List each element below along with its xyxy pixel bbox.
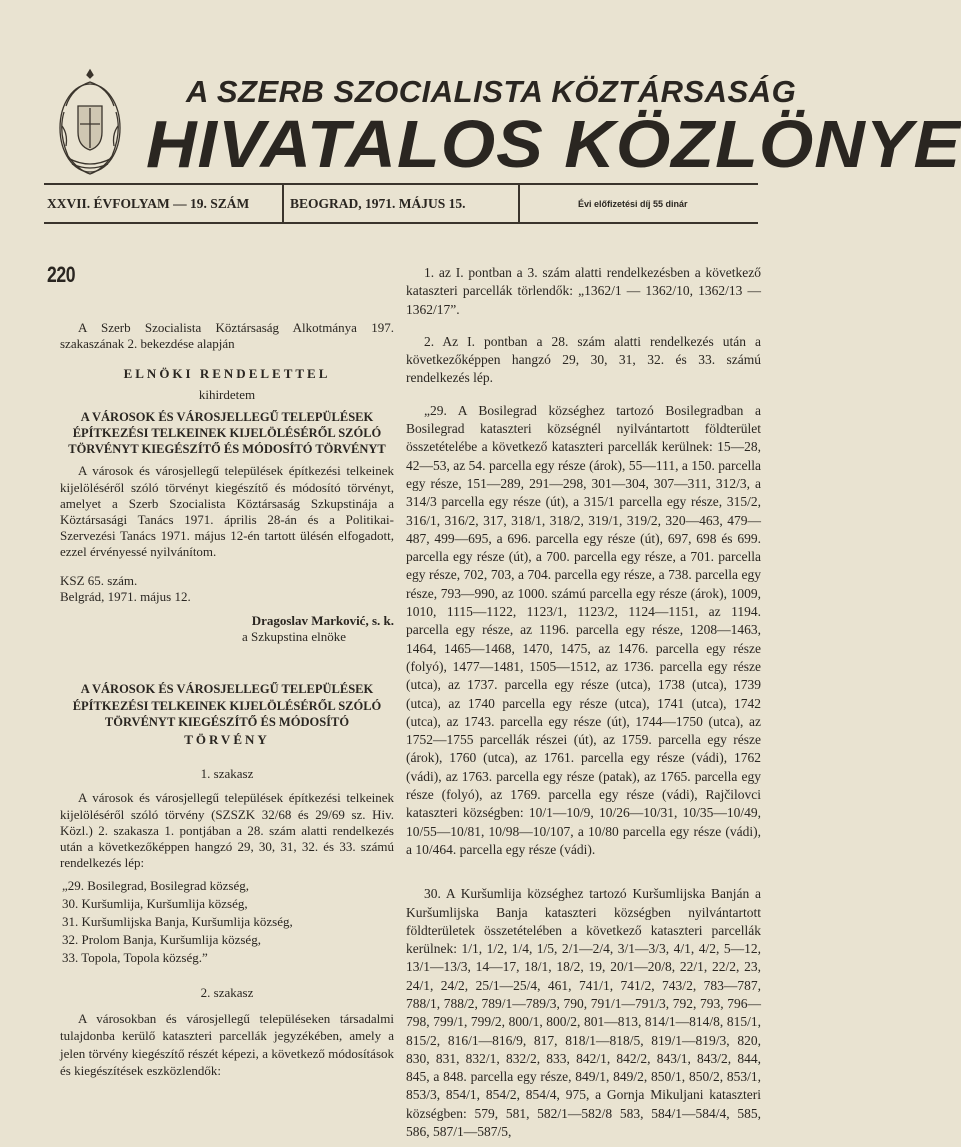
masthead-title: HIVATALOS KÖZLÖNYE [146,106,961,182]
header-divider-2 [518,185,520,222]
volume-info: XXVII. ÉVFOLYAM — 19. SZÁM [47,196,250,211]
section2-heading: 2. szakasz [200,985,254,1001]
promulgation-text: A városok és városjellegű települések építkezési telkeinek kijelöléséről szóló törvényt kiegészítő és módosító törvényt, amelyet a Szerb Szocialista Köztársaság Szkupstinája a Köztársasági Tanács 1971. április 28-án és a Politikai-Szervezési Tanács 1971. május 12-én tartott ülésén elfogadott, ezzel érvényessé nyilvánítom. [60,463,394,560]
signer-name: Dragoslav Marković, s. k. [251,613,394,629]
section1-heading: 1. szakasz [200,766,254,782]
header-divider-1 [282,185,284,222]
intro-text: A Szerb Szocialista Köztársaság Alkotmánya 197. szakaszának 2. bekezdése alapján [60,320,394,352]
list-item: 32. Prolom Banja, Kuršumlija község, [62,932,261,948]
header-bottom-rule [44,222,758,224]
subscription-info: Évi előfizetési díj 55 dinár [578,199,688,209]
right-para-2: 2. Az I. pontban a 28. szám alatti rendelkezés után a következőképpen hangzó 29, 30, 31, 32. és 33. számú rendelkezés lép. [406,333,761,386]
coat-of-arms-emblem [52,66,128,182]
place-date-left: Belgrád, 1971. május 12. [60,588,191,604]
right-para-4: 30. A Kuršumlija községhez tartozó Kuršumlijska Banján a Kuršumlijska Banja kataszteri községben nyilvántartott földterületek összetételében a következő kataszteri parcellák kerülnek: 1/1, 1/2, 1/4, 1/5, 2/1—2/4, 3/1—3/3, 4/1, 4/2, 5—12, 13/1—13/3, 14—17, 18/1, 18/2, 19, 20/1—20/8, 22/1, 22/2, 23, 24/1, 24/2, 25/1—25/4, 461, 741/1, 741/2, 743/2, 783—787, 788/1, 788/2, 789/1—789/3, 790, 791/1—791/3, 792, 793, 796—798, 799/1, 799/2, 800/1, 800/2, 801—813, 814/1—814/8, 815/1, 815/2, 816/1—816/9, 817, 818/1—818/5, 819/1—819/3, 820, 830, 831, 832/1, 832/2, 833, 842/1, 842/2, 843/1, 843/2, 844, 845, a 848. parcella egy része, 849/1, 849/2, 850/1, 850/2, 853/1, 853/3, 854/1, 854/2, 854/4, 975, a Gornja Mikuljani kataszteri községben: 579, 581, 582/1—582/8 583, 584/1—584/4, 585, 586, 587/1—587/5, [406,886,761,1140]
right-para-3: „29. A Bosilegrad községhez tartozó Bosilegradban a Bosilegrad kataszteri községnél nyilvántartott földterület összetételébe a következő kataszteri parcellák kerülnek: 15—28, 42—53, az 54. parcella egy része (árok), 55—111, a 150. parcella egy része, 151—289, 291—298, 301—304, 307—311, 312/3, a 314/3 parcella egy része (út), a 315/1 parcella egy része, 315/2, 316/1, 316/2, 317, 318/1, 318/2, 319/1, 319/2, 320—463, 479—487, 499—695, a 696. parcella egy része (út), 697, 698 és 699. parcella egy része (út), a 700. parcella egy része, a 701. parcella egy része, 702, 703, a 704. parcella egy része, a 738. parcella egy része, 793—990, az 1000. számú parcella egy része (árok), 1009, 1010, 1115—1122, 1123/1, 1123/2, 1124—1151, az 1194. parcella egy része, az 1196. parcella egy része, 1208—1463, 1464, 1465—1468, 1470, 1475, az 1476. parcella egy része (folyó), 1477—1481, 1505—1512, az 1736. parcella egy része (utca), az 1737. parcella egy része (utca), 1738 (utca), 1739 (utca), az 1740 parcella egy része (utca), 1741 (utca), 1742 (utca), az 1743. parcella egy része (út), 1744—1750 (utca), az 1752—1755 parcellák részei (út), az 1759. parcella egy része (árok), 1760 (utca), az 1761. parcella egy része (vádi), 1762 (vádi), az 1763. parcella egy része (patak), az 1765. parcella egy része (folyó), az 1769. parcella egy része (vádi), Rajčilovci kataszteri községben: 10/1—10/9, 10/26—10/31, 10/35—10/49, 10/55—10/81, 10/98—10/107, a 10/80 parcella egy része (vádi), a 10/464. parcella egy része (vádi). [406,402,761,857]
list-item: „29. Bosilegrad, Bosilegrad község, [62,878,250,894]
left-column [60,320,394,1080]
decree-heading: ELNÖKI RENDELETTEL [123,366,331,382]
kihirdetem: kihirdetem [198,386,256,402]
place-date: BEOGRAD, 1971. MÁJUS 15. [290,196,466,211]
masthead-line1: A SZERB SZOCIALISTA KÖZTÁRSASÁG [186,74,797,109]
list-item: 31. Kuršumlijska Banja, Kuršumlija község, [62,914,293,930]
section1-text: A városok és városjellegű települések építkezési telkeinek kijelöléséről szóló törvény (SZSZK 32/68 és 29/69 sz. Hiv. Közl.) 2. szakasza 1. pontjában a 28. szám alatti rendelkezés után a következőképpen hangzó 29, 30, 31, 32. és 33. számú rendelkezés lép: [60,790,394,871]
list-item: 33. Topola, Topola község.” [62,950,208,966]
law-title-1: A VÁROSOK ÉS VÁROSJELLEGŰ TELEPÜLÉSEK ÉPÍTKEZÉSI TELKEINEK KIJELÖLÉSÉRŐL SZÓLÓ TÖRVÉNYT KIEGÉSZÍTŐ ÉS MÓDOSÍTÓ TÖRVÉNYT [68,409,386,457]
right-para-1: 1. az I. pontban a 3. szám alatti rendelkezésben a következő kataszteri parcellák törlendők: „1362/1 — 1362/10, 1362/13 — 1362/17”. [406,265,761,317]
right-column [406,264,761,1141]
page-number: 220 [47,262,76,287]
law-title-2: A VÁROSOK ÉS VÁROSJELLEGŰ TELEPÜLÉSEK ÉPÍTKEZÉSI TELKEINEK KIJELÖLÉSÉRŐL SZÓLÓ TÖRVÉNYT KIEGÉSZÍTŐ ÉS MÓDOSÍTÓ [72,682,382,729]
law-word: TÖRVÉNY [184,732,270,748]
ksz-number: KSZ 65. szám. [60,572,138,588]
header-top-rule [44,183,758,185]
section2-text: A városokban és városjellegű településeken társadalmi tulajdonba kerülő kataszteri parcellák jegyzékében, amely a jelen törvény kiegészítő részét képezi, a következő módosítások és kiegészítések eszközlendők: [60,1010,394,1079]
signer-title: a Szkupstina elnöke [242,629,346,645]
list-item: 30. Kuršumlija, Kuršumlija község, [62,896,248,912]
